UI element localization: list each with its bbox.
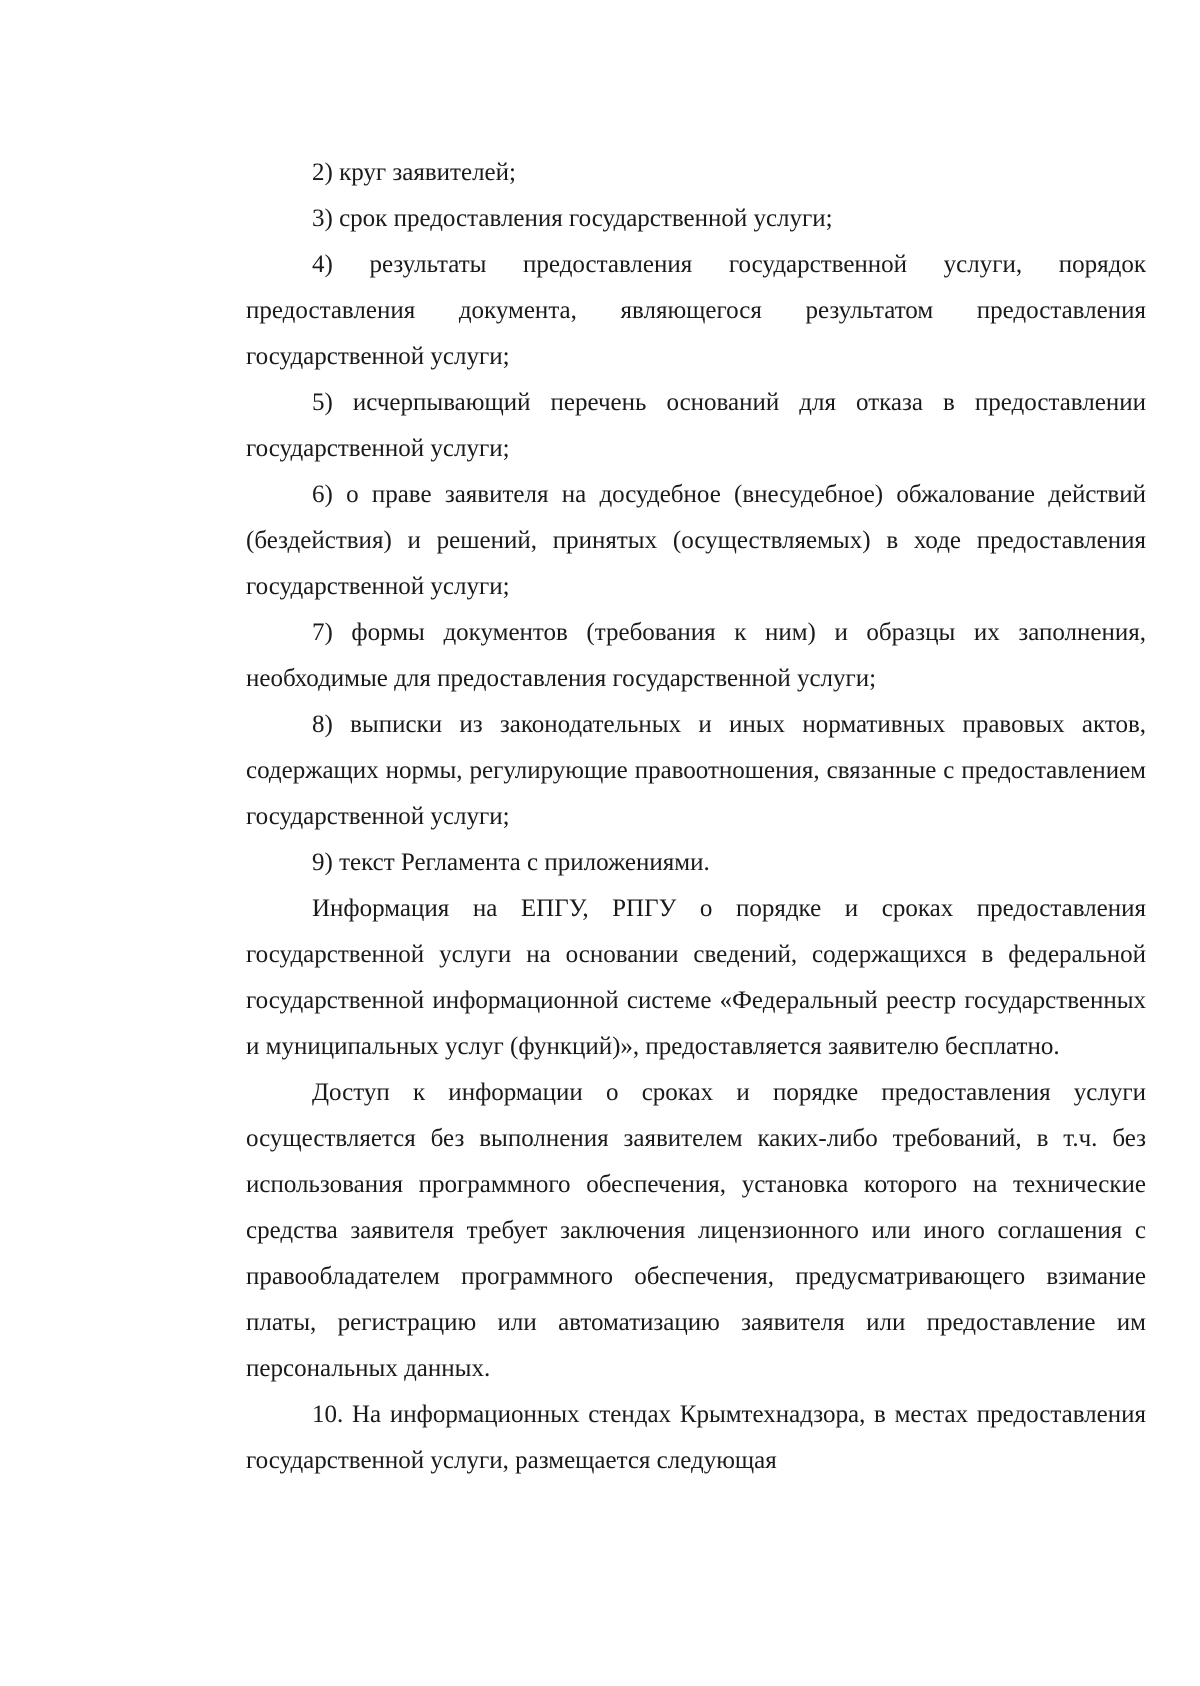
paragraph-legal-extracts: 8) выписки из законодательных и иных нормативных правовых актов, содержащих нормы, регулирующие правоотношения, связанные с предоставлением государственной услуги; [246, 711, 1146, 830]
paragraph-applicants: 2) круг заявителей; [312, 159, 516, 186]
paragraph-information-access: Доступ к информации о сроках и порядке предоставления услуги осуществляется без выполнения заявителем каких-либо требований, в т.ч. без использования программного обеспечения, установка которого на технические средства заявителя требует заключения лицензионного или иного соглашения с правообладателем программного обеспечения, предусматривающего взимание платы, регистрацию или автоматизацию заявителя или предоставление им персональных данных. [246, 1079, 1146, 1382]
paragraph-service-term: 3) срок предоставления государственной услуги; [312, 205, 833, 232]
document-body [246, 150, 1146, 1484]
paragraph-service-results: 4) результаты предоставления государственной услуги, порядок предоставления документа, являющегося результатом предоставления государственной услуги; [246, 251, 1146, 370]
paragraph-appeal-right: 6) о праве заявителя на досудебное (внесудебное) обжалование действий (бездействия) и решений, принятых (осуществляемых) в ходе предоставления государственной услуги; [246, 481, 1146, 600]
paragraph-document-forms: 7) формы документов (требования к ним) и образцы их заполнения, необходимые для предоставления государственной услуги; [246, 619, 1146, 692]
paragraph-info-stands: 10. На информационных стендах Крымтехнадзора, в местах предоставления государственной услуги, размещается следующая [246, 1401, 1146, 1474]
paragraph-regulation-text: 9) текст Регламента с приложениями. [312, 849, 710, 876]
paragraph-refusal-grounds: 5) исчерпывающий перечень оснований для отказа в предоставлении государственной услуги; [246, 389, 1146, 462]
paragraph-epgu-info: Информация на ЕПГУ, РПГУ о порядке и сроках предоставления государственной услуги на основании сведений, содержащихся в федеральной государственной информационной системе «Федеральный реестр государственных и муниципальных услуг (функций)», предоставляется заявителю бесплатно. [246, 895, 1146, 1060]
